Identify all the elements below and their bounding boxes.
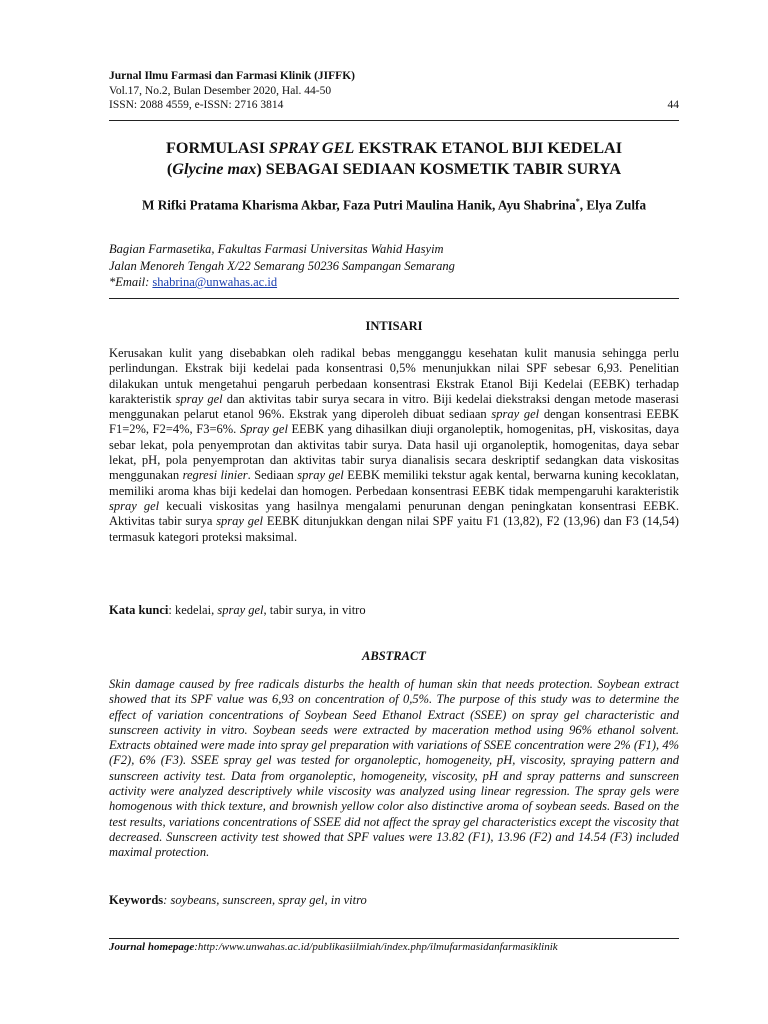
title-line-1: FORMULASI SPRAY GEL EKSTRAK ETANOL BIJI KEDELAI — [165, 139, 623, 157]
affiliation-divider — [109, 298, 679, 299]
affiliation-address: Jalan Menoreh Tengah X/22 Semarang 50236 Sampangan Semarang — [109, 258, 455, 273]
volume-info: Vol.17, No.2, Bulan Desember 2020, Hal. 44-50 — [109, 84, 332, 97]
intisari-text: Kerusakan kulit yang disebabkan oleh radikal bebas mengganggu kesehatan kulit manusia sehingga perlu perlindungan. Ekstrak biji kedelai pada konsentrasi 0,5% menunjukkan nilai SPF sebesar 6,93. Penelitian dilakukan untuk mengetahui pengaruh perbedaan konsentrasi Ekstrak Etanol Biji Kedelai (EEBK) terhadap karakteristik spray gel dan aktivitas tabir surya secara in vitro. Biji kedelai diekstraksi dengan metode maserasi menggunakan pelarut etanol 96%. Ekstrak yang diperoleh dibuat sediaan spray gel dengan konsentrasi EEBK F1=2%, F2=4%, F3=6%. Spray gel EEBK yang dihasilkan diuji organoleptik, homogenitas, pH, viskositas, daya sebar lekat, pola penyemprotan dan aktivitas tabir surya. Data hasil uji organoleptik, homogenitas, daya sebar lekat, pH, pola penyemprotan dan aktivitas tabir surya dianalisis secara deskriptif sedangkan data viskositas menggunakan regresi linier. Sediaan spray gel EEBK memiliki tekstur agak kental, berwarna kuning kecoklatan, memiliki aroma khas biji kedelai dan homogen. Perbedaan konsentrasi EEBK tidak mempengaruhi karakteristik spray gel kecuali viskositas yang hasilnya mengalami penurunan dengan peningkatan konsentrasi EEBK. Aktivitas tabir surya spray gel EEBK ditunjukkan dengan nilai SPF yaitu F1 (13,82), F2 (13,96) dan F3 (14,54) termasuk kategori proteksi maksimal. — [109, 346, 680, 544]
email-link[interactable]: shabrina@unwahas.ac.id — [152, 275, 278, 289]
email-line: *Email: shabrina@unwahas.ac.id — [109, 275, 278, 289]
title-line-2: (Glycine max) SEBAGAI SEDIAAN KOSMETIK TABIR SURYA — [166, 160, 622, 178]
footer-divider — [109, 938, 679, 939]
affiliation-institution: Bagian Farmasetika, Fakultas Farmasi Universitas Wahid Hasyim — [109, 242, 444, 256]
keywords: Keywords: soybeans, sunscreen, spray gel, in vitro — [109, 893, 367, 907]
paper-title — [109, 138, 679, 180]
affiliation — [109, 241, 679, 291]
journal-header — [109, 69, 679, 113]
abstract-heading: ABSTRACT — [362, 649, 426, 663]
corresponding-author-mark: * — [575, 197, 580, 206]
intisari-heading: INTISARI — [365, 319, 423, 333]
abstract-text: Skin damage caused by free radicals disturbs the health of human skin that needs protection. Soybean extract showed that its SPF value was 6,93 on concentration of 0,5%. The purpose of this study was to determine the effect of variation concentrations of Soybean Seed Ethanol Extract (SSEE) on spray gel characteristic and sunscreen activity in vitro. Soybean seeds were extracted by maceration method using 96% ethanol solvent. Extracts obtained were made into spray gel preparation with variations of SSEE concentration were 2% (F1), 4% (F2), 6% (F3). SSEE spray gel was tested for organoleptic, homogeneity, pH, viscosity, spraying pattern and sunscreen activity test. Data from organoleptic, homogeneity, viscosity, pH and spray patterns and sunscreen activity were analyzed descriptively while viscosity was analyzed using linear regression. The spray gels were homogenous with thick texture, and brownish yellow color also distinctive aroma of soybean seeds. Based on the test results, variations concentrations of SSEE did not affect the spray gel characteristics except the viscosity that decreased. Sunscreen activity test showed that SPF values were 13.82 (F1), 13.96 (F2) and 14.54 (F3) included maximal protection. — [109, 677, 679, 860]
header-divider — [109, 120, 679, 121]
journal-name: Jurnal Ilmu Farmasi dan Farmasi Klinik (JIFFK) — [109, 70, 355, 82]
homepage-url[interactable]: :http:/www.unwahas.ac.id/publikasiilmiah/index.php/ilmufarmasidanfarmasiklinik — [194, 941, 558, 953]
page-number: 44 — [667, 99, 679, 111]
issn-info: ISSN: 2088 4559, e-ISSN: 2716 3814 — [109, 99, 284, 111]
author-list: M Rifki Pratama Kharisma Akbar, Faza Putri Maulina Hanik, Ayu Shabrina*, Elya Zulfa — [141, 197, 647, 213]
journal-homepage: Journal homepage:http:/www.unwahas.ac.id/publikasiilmiah/index.php/ilmufarmasidanfarmasiklinik — [109, 941, 558, 953]
kata-kunci: Kata kunci: kedelai, spray gel, tabir surya, in vitro — [109, 603, 366, 617]
